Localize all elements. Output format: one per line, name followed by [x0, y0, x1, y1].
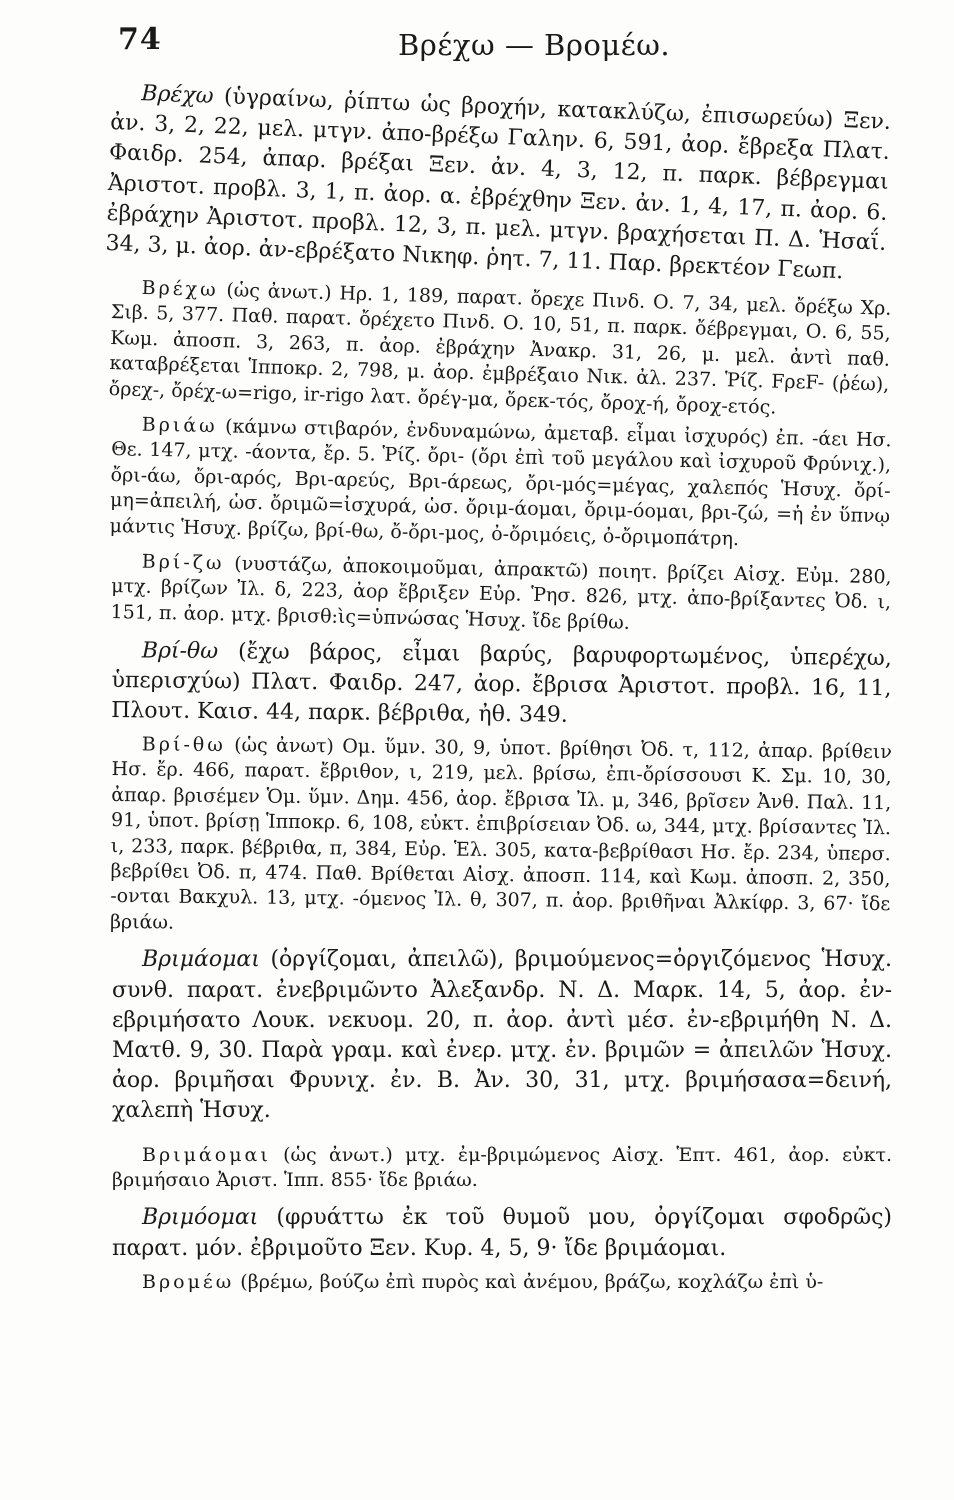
entry-brecho-poetic — [108, 275, 891, 424]
entry-text: (φρυάττω ἐκ τοῦ θυμοῦ μου, ὀργίζομαι σφοδρῶς) παρατ. μόν. ἐβριμοῦτο Ξεν. Κυρ. 4, 5, 9· ἴδε βριμάομαι. — [112, 1205, 892, 1261]
entry-bromeo — [112, 1270, 892, 1295]
entry-text: (ὀργίζομαι, ἀπειλῶ), βριμούμενος=ὀργιζόμενος Ἡσυχ. συνθ. παρατ. ἐνεβριμῶντο Ἀλεξανδρ. Ν. Δ. Μαρκ. 14, 5, ἀορ. ἐν-εβριμήσατο Λουκ. νεκυομ. 20, π. ἀορ. ἀντὶ μέσ. ἐν-εβριμήθη Ν. Δ. Ματθ. 9, 30. Παρὰ γραμ. καὶ ἐνερ. μτχ. ἐν. βριμῶν = ἀπειλῶν Ἡσυχ. ἀορ. βριμῆσαι Φρυνιχ. ἐν. Β. Ἀν. 30, 31, μτχ. βριμήσασα=δεινή, χαλεπὴ Ἡσυχ. — [112, 947, 892, 1124]
entry-text: (ὡς ἀνωτ) Ομ. ὕμν. 30, 9, ὑποτ. βρίθησι Ὀδ. τ, 112, ἀπαρ. βρίθειν Ησ. ἔρ. 466, παρατ. ἔβριθον, ι, 219, μελ. βρίσω, ἐπι-ὄρίσσουσι Κ. Σμ. 10, 30, ἀπαρ. βρισέμεν Ὁμ. ὕμν. Δημ. 456, ἀορ. ἔβρισα Ἰλ. μ, 346, βρῖσεν Ἀνθ. Παλ. 11, 91, ὑποτ. βρίσῃ Ἱπποκρ. 6, 108, εὐκτ. ἐπιβρίσειαν Ὀδ. ω, 344, μτχ. βρίσαντες Ἰλ. ι, 233, παρκ. βέβριθα, π, 384, Εὐρ. Ἑλ. 305, κατα-βεβρίθασι Ησ. ἔρ. 234, ὑπερσ. βεβρίθει Ὀδ. π, 474. Παθ. Βρίθεται Αἰσχ. ἀποσπ. 114, καὶ Κωμ. ἀποσπ. 2, 350, -ονται Βακχυλ. 13, μτχ. -όμενος Ἰλ. θ, 307, π. ἀορ. βριθῆναι Ἀλκίφρ. 3, 67· ἴδε βριάω. — [109, 734, 892, 934]
entry-lemma: Βρέχω — [141, 277, 219, 302]
entry-lemma: Βρί-ζω — [141, 550, 225, 575]
entry-brimaomai — [112, 945, 892, 1126]
entry-brecho — [105, 78, 891, 289]
entry-brimaomai-poetic — [112, 1143, 892, 1194]
entry-text: (κάμνω στιβαρόν, ἐνδυναμώνω, ἀμεταβ. εἶμαι ἰσχυρός) ἐπ. -άει Ησ. Θε. 147, μτχ. -άοντα, ἔρ. 5. Ῥίζ. ὄρι- (ὄρι ἐπὶ τοῦ μεγάλου καὶ ἰσχυροῦ Φρύνιχ.), ὄρι-άω, ὄρι-αρός, Βρι-αρεύς, Βρι-άρεως, ὄρι-μός=μέγας, χαλεπός Ἡσυχ. ὄρί-μη=ἀπειλή, ὡσ. ὄριμῶ=ἰσχυρά, ὡσ. ὄριμ-άομαι, ὄριμ-όομαι, βρι-ζώ, =ἡ ἐν ὕπνῳ μάντις Ἡσυχ. βρίζω, βρί-θω, ὄ-ὄρι-μος, ὀ-ὄριμόεις, ὀ-ὄριμοπάτρη. — [109, 415, 892, 551]
entry-text: (ἔχω βάρος, εἶμαι βαρύς, βαρυφορτωμένος, ὑπερέχω, ὑπερισχύω) Πλατ. Φαιδρ. 247, ἀορ. ἔβρισα Ἀριστοτ. προβλ. 16, 11, Πλουτ. Καισ. 44, παρκ. βέβριθα, ἠθ. 349. — [111, 638, 892, 728]
entry-text: (βρέμω, βούζω ἐπὶ πυρὸς καὶ ἀνέμου, βράζω, κοχλάζω ἐπὶ ὑ- — [234, 1270, 824, 1293]
page-number: 74 — [118, 22, 162, 57]
entry-britho — [111, 636, 892, 735]
entry-text: (ὑγραίνω, ῥίπτω ὡς βροχήν, κατακλύζω, ἐπισωρεύω) Ξεν. ἀν. 3, 2, 22, μελ. μτγν. ἀπο-βρέξω Γαλην. 6, 591, ἀορ. ἔβρεξα Πλατ. Φαιδρ. 254, ἀπαρ. βρέξαι Ξεν. ἀν. 4, 3, 12, π. παρκ. βέβρεγμαι Ἀριστοτ. προβλ. 3, 1, π. ἀορ. α. ἐβρέχθην Ξεν. ἀν. 1, 4, 17, π. ἀορ. 6. ἐβράχην Ἀριστοτ. προβλ. 12, 3, π. μελ. μτγν. βραχήσεται Π. Δ. Ἡσαΐ. 34, 3, μ. ἀορ. ἀν-εβρέξατο Νικηφ. ῥητ. 7, 11. Παρ. βρεκτέον Γεωπ. — [105, 83, 892, 285]
entry-lemma: Βριάω — [141, 413, 218, 438]
page-header — [118, 22, 884, 68]
entry-briao — [109, 412, 891, 555]
entry-text: (ὡς ἀνωτ.) Ηρ. 1, 189, παρατ. ὄρεχε Πινδ. Ο. 7, 34, μελ. ὄρέξω Χρ. Σιβ. 5, 377. Παθ. παρατ. ὄρέχετο Πινδ. Ο. 10, 51, π. παρκ. ὄέβρεγμαι, Ο. 6, 55, Κωμ. ἀποσπ. 3, 263, π. ἀορ. ἐβράχην Ἀνακρ. 31, 26, μ. μελ. ἀντὶ παθ. καταβρέξεται Ἱπποκρ. 2, 798, μ. ἀορ. ἐμβρέξαιο Νικ. ἀλ. 237. Ῥίζ. FρεF- (ῥέω), ὄρεχ-, ὄρέχ-ω=rigo, ir-rigo λατ. ὄρέγ-μα, ὄρεκ-τός, ὄροχ-ή, ὄροχ-ετός. — [108, 279, 892, 419]
entry-brimoomai — [112, 1203, 892, 1263]
entry-lemma: Βριμόομαι — [142, 1205, 259, 1231]
entry-britho-poetic — [110, 732, 892, 943]
entry-text: (νυστάζω, ἀποκοιμοῦμαι, ἀπρακτῶ) ποιητ. βρίζει Αἰσχ. Εὐμ. 280, μτχ. βρίζων Ἰλ. δ, 223, ἀορ ἔβριξεν Εὐρ. Ῥησ. 826, μτχ. ἀπο-βρίξαντες Ὀδ. ι, 151, π. ἀορ. μτχ. βρισθ:ὶς=ὑπνώσας Ἡσυχ. ἴδε βρίθω. — [110, 552, 892, 634]
entry-lemma: Βρομέω — [142, 1270, 235, 1293]
entry-lemma: Βριμάομαι — [142, 1143, 271, 1166]
entry-lemma: Βρί-θω — [141, 733, 226, 757]
page-body — [105, 78, 892, 1305]
entry-text: (ὡς ἀνωτ.) μτχ. ἐμ-βριμώμενος Αἰσχ. Ἑπτ. 461, ἀορ. εὐκτ. βριμήσαιο Ἀριστ. Ἱππ. 855· ἴδε βριάω. — [112, 1143, 892, 1191]
entry-lemma: Βρί-θω — [141, 637, 219, 664]
entry-lemma: Βριμάομαι — [142, 947, 260, 973]
entry-brizo — [110, 549, 891, 642]
running-head: Βρέχω — Βρομέω. — [398, 28, 671, 62]
entry-lemma: Βρέχω — [140, 81, 215, 109]
